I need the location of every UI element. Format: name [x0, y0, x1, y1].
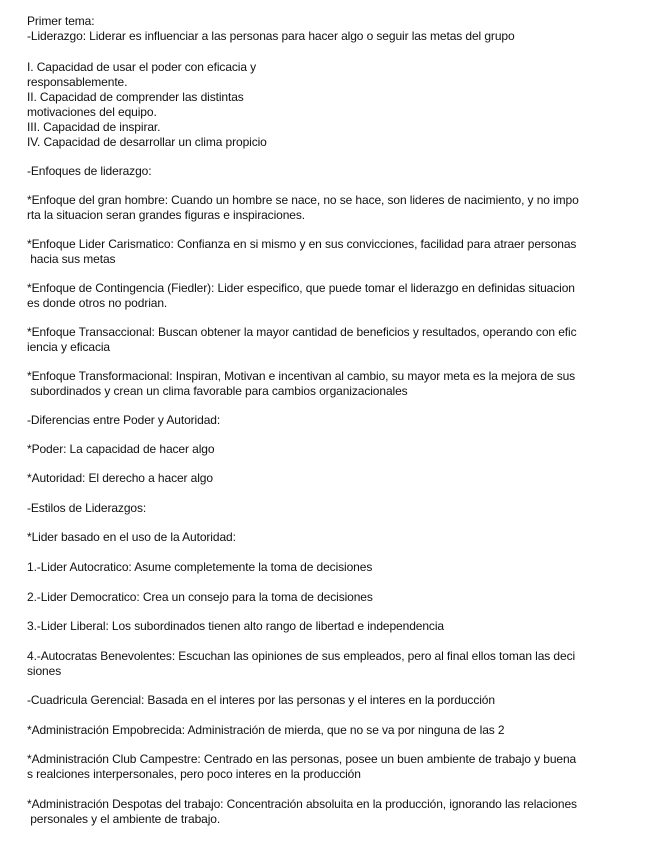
- capacity-item-2: II. Capacidad de comprender las distintas: [27, 90, 244, 104]
- section-poder-autoridad: -Diferencias entre Poder y Autoridad:: [27, 413, 221, 427]
- capacity-item-1: I. Capacidad de usar el poder con eficacia y: [27, 60, 257, 74]
- enfoque-gran-hombre: *Enfoque del gran hombre: Cuando un hombre se nace, no se hace, son lideres de nacimiento, y no impo: [27, 193, 579, 207]
- definition-liderazgo: -Liderazgo: Liderar es influenciar a las personas para hacer algo o seguir las metas del grupo: [27, 29, 515, 43]
- admin-despotas: *Administración Despotas del trabajo: Concentración absoluita en la producción, ignorando las relaciones: [27, 797, 577, 811]
- subsection-autoridad: *Lider basado en el uso de la Autoridad:: [27, 530, 236, 544]
- enfoque-transaccional-cont: iencia y eficacia: [27, 340, 111, 354]
- admin-empobrecida: *Administración Empobrecida: Administración de mierda, que no se va por ninguna de las 2: [27, 723, 505, 737]
- enfoque-transaccional: *Enfoque Transaccional: Buscan obtener la mayor cantidad de beneficios y resultados, operando con efic: [27, 325, 577, 339]
- enfoque-transformacional-cont: subordinados y crean un clima favorable para cambios organizacionales: [27, 384, 408, 398]
- estilo-benevolentes-cont: siones: [27, 664, 62, 678]
- enfoque-carismatico: *Enfoque Lider Carismatico: Confianza en si mismo y en sus convicciones, facilidad para atraer personas: [27, 237, 577, 251]
- capacity-item-1-cont: responsablemente.: [27, 75, 128, 89]
- enfoque-transformacional: *Enfoque Transformacional: Inspiran, Motivan e incentivan al cambio, su mayor meta es la mejora de sus: [27, 369, 576, 383]
- enfoque-gran-hombre-cont: rta la situacion seran grandes figuras e inspiraciones.: [27, 208, 305, 222]
- enfoque-contingencia-cont: es donde otros no podrian.: [27, 296, 168, 310]
- section-estilos: -Estilos de Liderazgos:: [27, 501, 147, 515]
- estilo-liberal: 3.-Lider Liberal: Los subordinados tienen alto rango de libertad e independencia: [27, 619, 444, 633]
- capacity-item-4: IV. Capacidad de desarrollar un clima propicio: [27, 135, 267, 149]
- enfoque-contingencia: *Enfoque de Contingencia (Fiedler): Lider especifico, que puede tomar el liderazgo en definidas situacion: [27, 281, 575, 295]
- definition-poder: *Poder: La capacidad de hacer algo: [27, 442, 215, 456]
- section-enfoques: -Enfoques de liderazgo:: [27, 164, 152, 178]
- heading-primer-tema: Primer tema:: [27, 14, 95, 28]
- admin-club-campestre-cont: s realciones interpersonales, pero poco interes en la producción: [27, 767, 361, 781]
- estilo-benevolentes: 4.-Autocratas Benevolentes: Escuchan las opiniones de sus empleados, pero al final ellos toman las deci: [27, 649, 576, 663]
- section-cuadricula: -Cuadricula Gerencial: Basada en el interes por las personas y el interes en la porducción: [27, 693, 495, 707]
- definition-autoridad: *Autoridad: El derecho a hacer algo: [27, 471, 213, 485]
- enfoque-carismatico-cont: hacia sus metas: [27, 252, 116, 266]
- estilo-democratico: 2.-Lider Democratico: Crea un consejo para la toma de decisiones: [27, 590, 373, 604]
- admin-despotas-cont: personales y el ambiente de trabajo.: [27, 812, 221, 826]
- capacity-item-3: III. Capacidad de inspirar.: [27, 120, 161, 134]
- capacity-item-2-cont: motivaciones del equipo.: [27, 105, 157, 119]
- estilo-autocratico: 1.-Lider Autocratico: Asume completemente la toma de decisiones: [27, 560, 373, 574]
- admin-club-campestre: *Administración Club Campestre: Centrado en las personas, posee un buen ambiente de trabajo y buena: [27, 752, 577, 766]
